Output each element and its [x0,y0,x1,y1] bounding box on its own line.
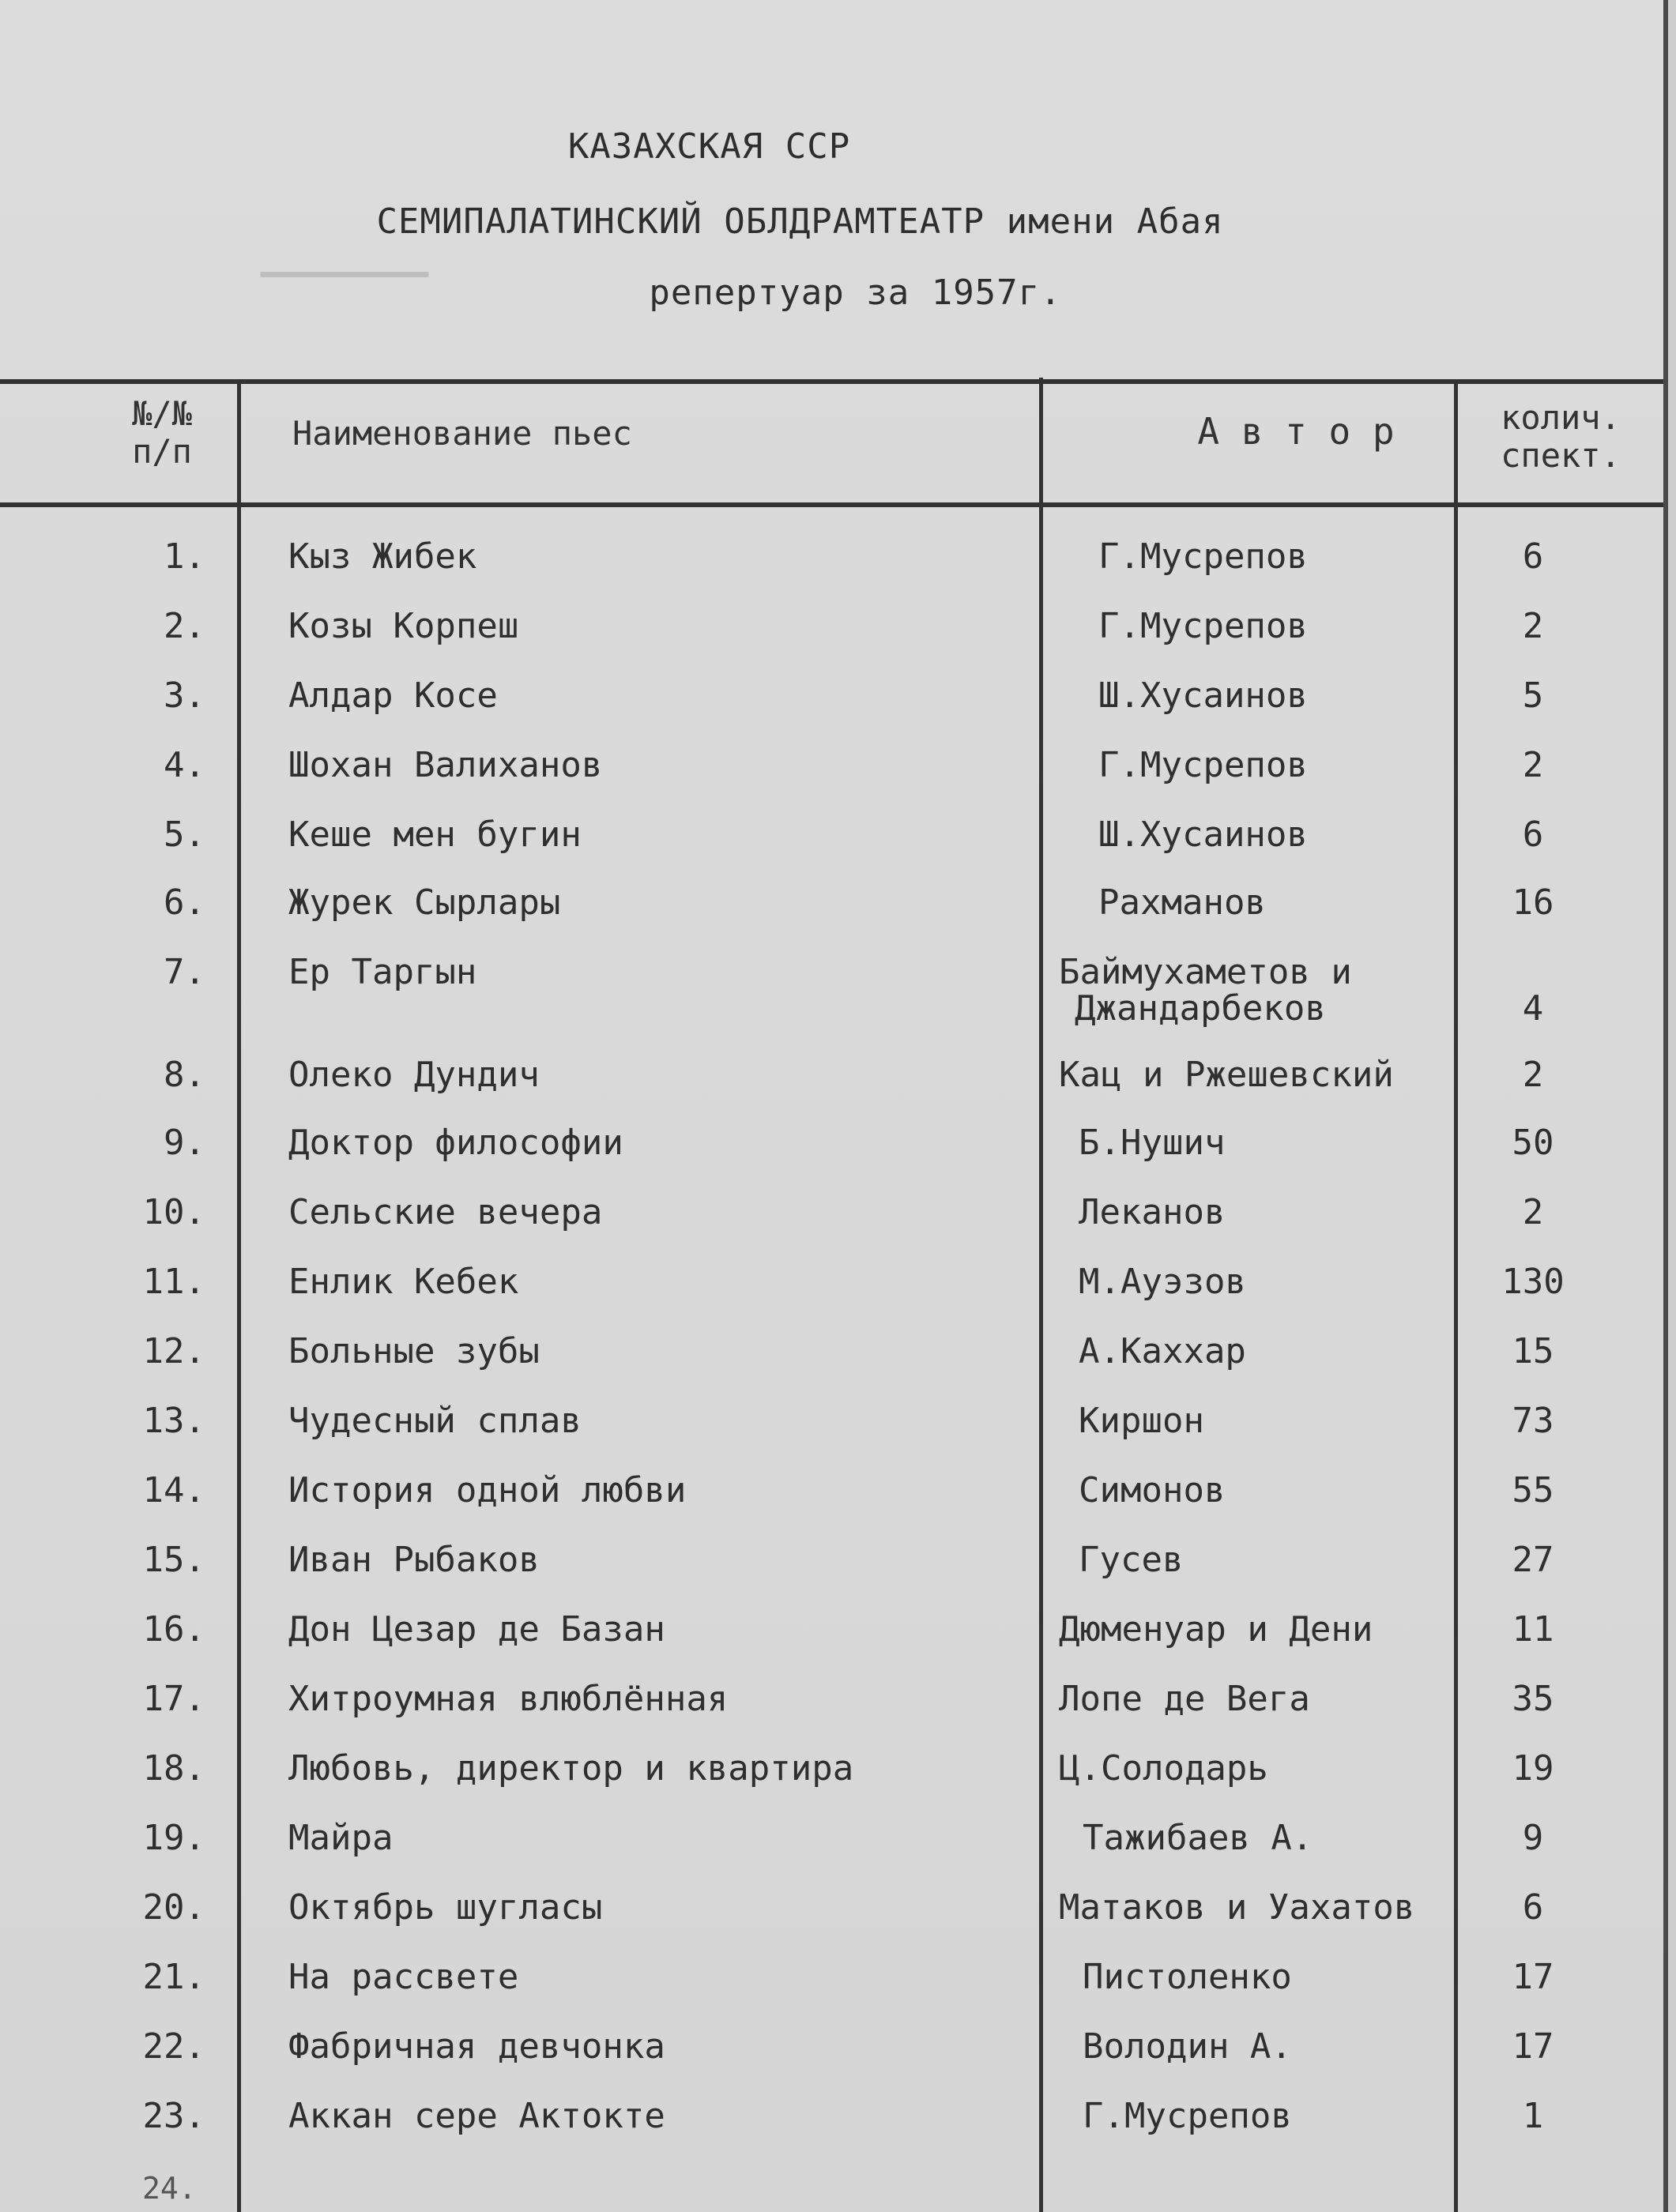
table-row [0,537,1663,607]
play-author: Дюменуар и Дени [1059,1609,1373,1650]
table-row [0,676,1663,746]
performance-count: 35 [1512,1679,1554,1719]
performance-count: 9 [1522,1818,1544,1858]
play-title: Иван Рыбаков [288,1540,540,1580]
play-author: Г.Мусрепов [1098,536,1308,577]
table-top-rule [0,379,1663,384]
column-header-number [103,395,221,471]
play-title: История одной любви [288,1470,687,1510]
performance-count: 27 [1512,1540,1554,1580]
performance-count: 11 [1512,1609,1554,1650]
performance-count: 130 [1501,1262,1565,1302]
table-row [0,1471,1663,1540]
play-author: Пистоленко [1083,1957,1292,1997]
row-number: 4. [164,745,205,785]
row-number: 22. [142,2026,205,2067]
row-number: 17. [142,1679,205,1719]
performance-count: 73 [1512,1401,1554,1441]
table-row [0,1332,1663,1401]
column-header-number-line1: №/№ [132,394,192,433]
column-header-count-line1: колич. [1501,398,1621,437]
performance-count: 55 [1512,1470,1554,1510]
table-row [0,1680,1663,1749]
performance-count: 4 [1522,988,1544,1029]
play-author: Гусев [1079,1540,1184,1580]
play-title: Алдар Косе [288,675,498,716]
table-row [0,2097,1663,2166]
performance-count: 2 [1522,1192,1544,1232]
table-row [0,1123,1663,1193]
row-number: 19. [142,1818,205,1858]
play-title: Хитроумная влюблённая [288,1679,729,1719]
row-number: 12. [142,1331,205,1371]
play-author: Б.Нушич [1079,1123,1226,1163]
table-row [0,1055,1663,1125]
play-title: Октябрь шугласы [288,1887,603,1928]
play-author: Рахманов [1098,882,1266,923]
header-theatre: СЕМИПАЛАТИНСКИЙ ОБЛДРАМТЕАТР имени Абая [376,201,1224,242]
play-title: Шохан Валиханов [288,745,603,785]
play-author: Тажибаев А. [1083,1818,1313,1858]
bleed-through-text: ▁▁▁▁▁▁▁▁ [261,237,428,277]
performance-count: 2 [1522,1055,1544,1095]
performance-count: 6 [1522,1887,1544,1928]
column-header-count-line2: спект. [1501,436,1621,475]
play-author: Ш.Хусаинов [1098,675,1308,716]
row-number: 6. [164,882,205,923]
header-repertoire: репертуар за 1957г. [649,273,1062,313]
play-title: Журек Сырлары [288,882,561,923]
table-header-rule [0,502,1663,507]
play-author-line2: Джандарбеков [1075,988,1326,1029]
performance-count: 17 [1512,1957,1554,1997]
performance-count: 1 [1522,2096,1544,2136]
table-row [0,1958,1663,2027]
play-title: Кыз Жибек [288,536,477,577]
row-number: 14. [142,1470,205,1510]
table-row [0,883,1663,953]
next-row-number-partial: 24. [142,2171,197,2206]
table-row [0,746,1663,815]
table-row [0,1262,1663,1332]
play-title: Сельские вечера [288,1192,603,1232]
play-title: Любовь, директор и квартира [288,1748,854,1789]
play-title: Дон Цезар де Базан [288,1609,665,1650]
play-author: Г.Мусрепов [1098,745,1308,785]
play-title: Аккан сере Актокте [288,2096,665,2136]
play-author: Леканов [1079,1192,1226,1232]
column-header-number-line2: п/п [132,432,192,471]
play-author: Володин А. [1083,2026,1292,2067]
play-title: Фабричная девчонка [288,2026,665,2067]
play-title: Ер Таргын [288,952,477,992]
play-author: Симонов [1079,1470,1226,1510]
column-header-count [1470,399,1652,475]
row-number: 15. [142,1540,205,1580]
play-title: Кеше мен бугин [288,814,582,855]
play-author: Баймухаметов и [1059,952,1352,992]
performance-count: 16 [1512,882,1554,923]
play-title: Доктор философии [288,1123,623,1163]
play-title: Майра [288,1818,394,1858]
row-number: 2. [164,606,205,646]
row-number: 9. [164,1123,205,1163]
performance-count: 5 [1522,675,1544,716]
play-title: Козы Корпеш [288,606,519,646]
play-title: Енлик Кебек [288,1262,519,1302]
play-author: Ш.Хусаинов [1098,814,1308,855]
performance-count: 2 [1522,745,1544,785]
row-number: 23. [142,2096,205,2136]
performance-count: 15 [1512,1331,1554,1371]
column-header-title: Наименование пьес [292,414,632,453]
row-number: 11. [142,1262,205,1302]
performance-count: 50 [1512,1123,1554,1163]
table-row [0,1401,1663,1471]
header-republic: КАЗАХСКАЯ ССР [567,126,851,167]
table-row [0,607,1663,676]
table-row [0,1819,1663,1888]
row-number: 3. [164,675,205,716]
performance-count: 2 [1522,606,1544,646]
row-number: 10. [142,1192,205,1232]
play-author: Киршон [1079,1401,1204,1441]
row-number: 7. [164,952,205,992]
table-row [0,953,1663,1055]
play-title: Чудесный сплав [288,1401,582,1441]
play-author: Г.Мусрепов [1098,606,1308,646]
row-number: 16. [142,1609,205,1650]
play-author: Ц.Солодарь [1059,1748,1268,1789]
performance-count: 6 [1522,536,1544,577]
table-row [0,1749,1663,1819]
row-number: 18. [142,1748,205,1789]
column-header-author: А в т о р [1197,410,1395,453]
row-number: 5. [164,814,205,855]
play-author: Кац и Ржешевский [1059,1055,1394,1095]
table-row [0,1193,1663,1262]
play-author: Матаков и Уахатов [1059,1887,1415,1928]
row-number: 20. [142,1887,205,1928]
play-author: А.Каххар [1079,1331,1246,1371]
play-title: Олеко Дундич [288,1055,540,1095]
row-number: 8. [164,1055,205,1095]
performance-count: 19 [1512,1748,1554,1789]
row-number: 13. [142,1401,205,1441]
table-row [0,1540,1663,1610]
table-row [0,1610,1663,1680]
performance-count: 6 [1522,814,1544,855]
play-title: На рассвете [288,1957,519,1997]
play-author: Г.Мусрепов [1083,2096,1292,2136]
play-author: Лопе де Вега [1059,1679,1310,1719]
performance-count: 17 [1512,2026,1554,2067]
table-row [0,815,1663,885]
table-row [0,2027,1663,2097]
row-number: 21. [142,1957,205,1997]
table-row [0,1888,1663,1958]
play-title: Больные зубы [288,1331,540,1371]
play-author: М.Ауэзов [1079,1262,1246,1302]
row-number: 1. [164,536,205,577]
